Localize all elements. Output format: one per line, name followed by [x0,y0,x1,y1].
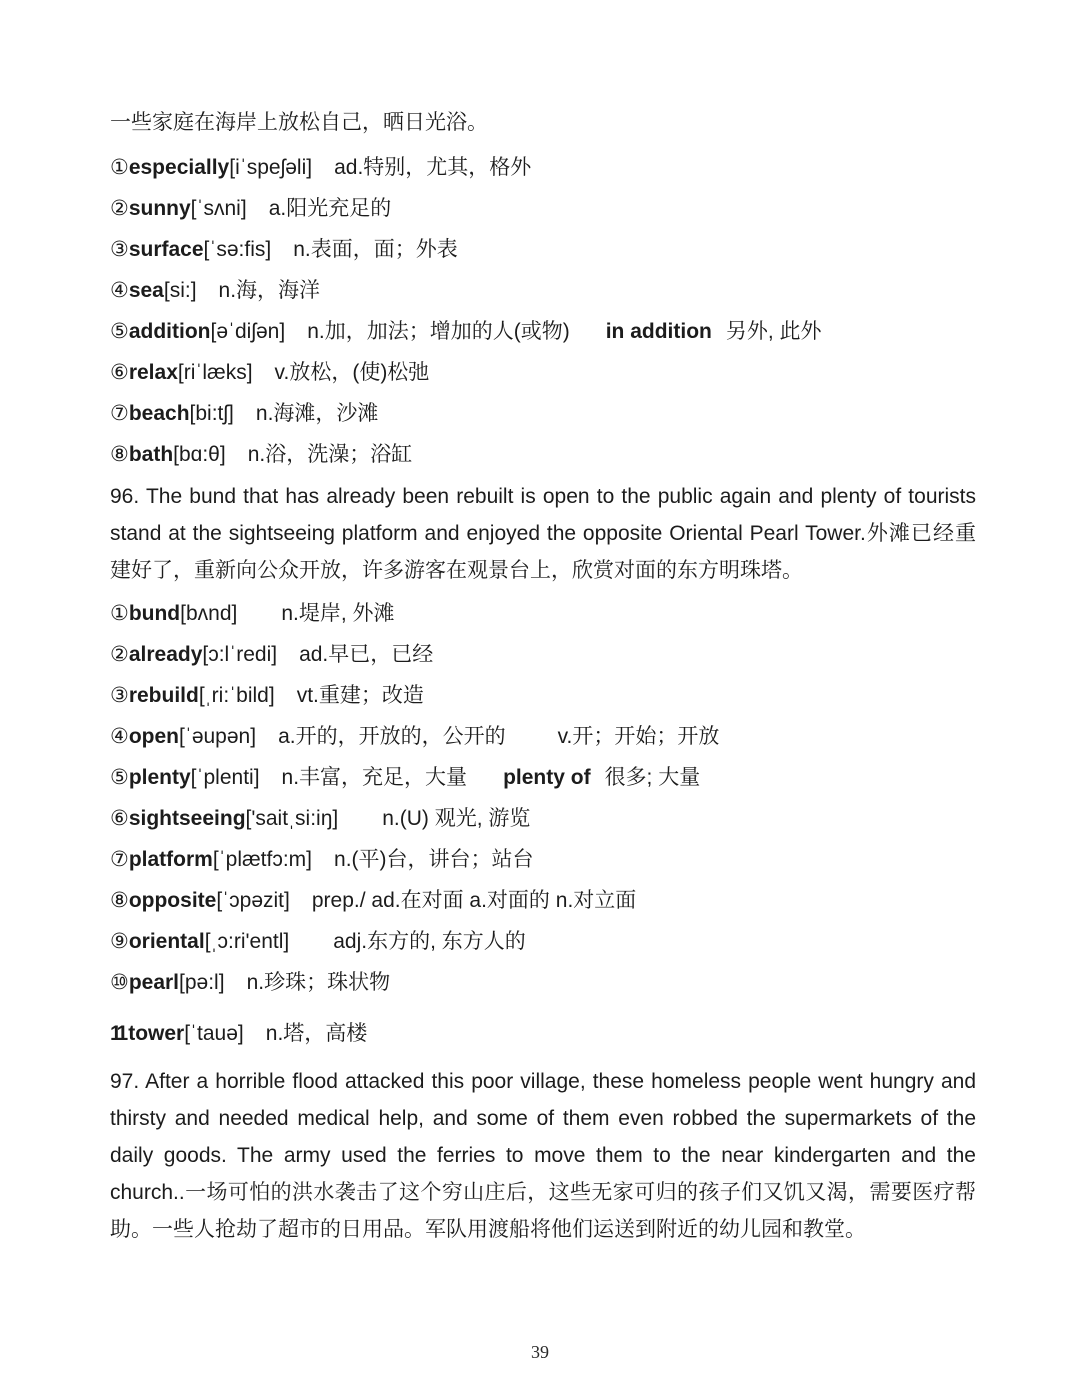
entry-word: especially [128,156,230,179]
entry-word: tower [128,1022,185,1045]
entry-definition: n.加，加法；增加的人(或物) [307,320,570,343]
entry-phrase: plenty of [503,766,591,789]
entry-definition: n.丰富，充足，大量 [281,766,468,789]
vocab-entry-bund [110,593,976,634]
entry-number: 11 [110,1022,125,1045]
entry-word: oriental [128,930,205,953]
entry-number: ① [110,602,129,625]
entry-word: surface [128,238,204,261]
entry-word: open [128,725,179,748]
vocab-entry-especially [110,147,976,188]
entry-phonetic: [ˈɔpəzit] [216,889,290,912]
entry-number: ③ [110,684,129,707]
vocab-entry-addition [110,311,976,352]
entry-extra-definition: 很多; 大量 [604,766,701,789]
entry-definition: adj.东方的, 东方人的 [333,930,526,953]
entry-definition: n.珍珠；珠状物 [246,971,391,994]
entry-phonetic: [ˈsʌni] [190,197,247,220]
entry-phonetic: [iˈspeʃəli] [229,156,313,179]
entry-phonetic: [pə:l] [179,971,225,994]
vocab-entry-plenty [110,757,976,798]
entry-phonetic: [ˌɔ:ri'entl] [204,930,290,953]
vocab-entry-already [110,634,976,675]
vocab-list-1 [110,147,976,475]
entry-definition: a.开的，开放的，公开的 [278,725,506,748]
entry-definition: a.阳光充足的 [268,197,392,220]
entry-phonetic: [ˈtauə] [184,1022,244,1045]
vocab-entry-beach [110,393,976,434]
entry-definition: n.浴，洗澡；浴缸 [247,443,413,466]
entry-number: ⑤ [110,320,129,343]
entry-word: relax [128,361,178,384]
entry-number: ③ [110,238,129,261]
entry-number: ⑦ [110,848,129,871]
entry-number: ② [110,197,129,220]
sentence-97-paragraph: 97. After a horrible flood attacked this poor village, these homeless people went hungry and thirsty and needed medical help, and some of them even robbed the supermarkets of the daily goods. The army used the ferries to move them to the near kindergarten and the church..一场可怕的洪水袭击了这个穷山庄后，这些无家可归的孩子们又饥又渴，需要医疗帮助。一些人抢劫了超市的日用品。军队用渡船将他们运送到附近的幼儿园和教堂。 [110,1070,982,1241]
entry-phonetic: [ˈəupən] [179,725,257,748]
entry-phonetic: [ˈplætfɔ:m] [212,848,313,871]
vocab-entry-sunny [110,188,976,229]
entry-number: ⑧ [110,443,129,466]
vocab-entry-surface [110,229,976,270]
vocab-entry-platform [110,839,976,880]
entry-word: already [128,643,203,666]
entry-number: ⑤ [110,766,129,789]
vocab-entry-oriental [110,921,976,962]
entry-definition: n.海滩，沙滩 [255,402,379,425]
entry-extra-definition: v.开；开始；开放 [557,725,720,748]
vocab-entry-open [110,716,976,757]
entry-word: bath [128,443,174,466]
entry-phonetic: [si:] [163,279,197,302]
entry-word: bund [128,602,181,625]
entry-number: ⑩ [110,971,129,994]
entry-word: pearl [128,971,180,994]
vocab-entry-bath [110,434,976,475]
vocab-entry-relax [110,352,976,393]
entry-phonetic: ['saitˌsi:iŋ] [245,807,339,830]
entry-word: sea [128,279,164,302]
entry-definition: n.海，海洋 [218,279,321,302]
entry-word: sightseeing [128,807,246,830]
entry-definition: n.堤岸, 外滩 [281,602,395,625]
vocab-entry-tower [110,1013,976,1054]
entry-definition: n.塔，高楼 [265,1022,368,1045]
entry-definition: n.(U) 观光, 游览 [382,807,531,830]
entry-number: ⑦ [110,402,129,425]
entry-phonetic: [bʌnd] [180,602,238,625]
entry-phrase: in addition [605,320,712,343]
entry-number: ① [110,156,129,179]
entry-definition: ad.早已，已经 [299,643,434,666]
entry-definition: n.表面，面；外表 [293,238,458,261]
entry-word: rebuild [128,684,199,707]
entry-number: ⑨ [110,930,129,953]
vocab-entry-rebuild [110,675,976,716]
entry-number: ⑧ [110,889,129,912]
entry-word: opposite [128,889,217,912]
entry-phonetic: [ˈsə:fis] [203,238,272,261]
intro-translation-line: 一些家庭在海岸上放松自己，晒日光浴。 [110,111,488,134]
entry-number: ② [110,643,129,666]
entry-word: sunny [128,197,191,220]
entry-definition: vt.重建；改造 [296,684,424,707]
entry-phonetic: [bɑ:θ] [173,443,226,466]
entry-phonetic: [ɔ:lˈredi] [202,643,278,666]
sentence-96-paragraph: 96. The bund that has already been rebuilt is open to the public again and plenty of tourists stand at the sightseeing platform and enjoyed the opposite Oriental Pearl Tower.外滩已经重建好了，重新向公众开放，许多游客在观景台上，欣赏对面的东方明珠塔。 [110,485,982,582]
entry-extra-definition: 另外, 此外 [725,320,822,343]
entry-number: ⑥ [110,807,129,830]
vocab-entry-pearl [110,962,976,1003]
entry-word: platform [128,848,213,871]
page-number: 39 [531,1342,549,1362]
entry-word: beach [128,402,190,425]
vocab-list-2 [110,593,976,1054]
entry-phonetic: [əˈdiʃən] [210,320,286,343]
vocab-entry-sightseeing [110,798,976,839]
vocab-entry-opposite [110,880,976,921]
entry-word: addition [128,320,211,343]
entry-number: ④ [110,279,129,302]
entry-definition: n.(平)台，讲台；站台 [334,848,534,871]
vocab-entry-sea [110,270,976,311]
entry-phonetic: [bi:tʃ] [189,402,234,425]
entry-definition: prep./ ad.在对面 a.对面的 n.对立面 [311,889,637,912]
entry-phonetic: [ˈplenti] [190,766,260,789]
entry-definition: ad.特别，尤其，格外 [334,156,532,179]
entry-word: plenty [128,766,191,789]
entry-number: ④ [110,725,129,748]
entry-phonetic: [riˈlæks] [177,361,253,384]
entry-phonetic: [ˌri:ˈbild] [198,684,275,707]
entry-definition: v.放松，(使)松弛 [274,361,430,384]
entry-number: ⑥ [110,361,129,384]
